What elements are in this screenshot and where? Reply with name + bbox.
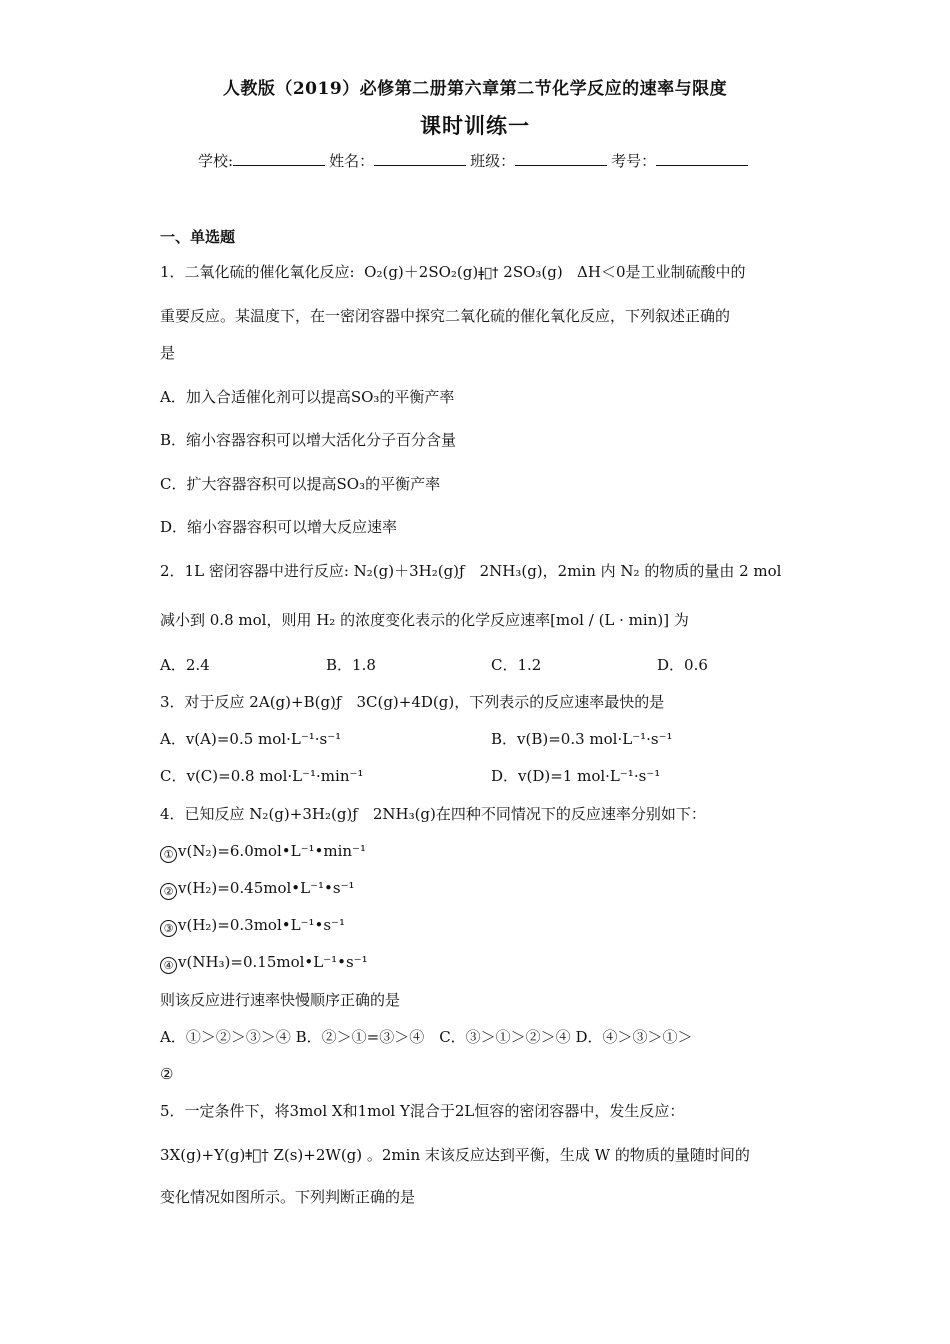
circled-number-1: ① — [160, 846, 177, 863]
q4-question: 则该反应进行速率快慢顺序正确的是 — [160, 991, 401, 1009]
q2-option-c: C．1.2 — [491, 656, 542, 674]
q3-line1: 3．对于反应 2A(g)+B(g)ƒ 3C(g)+4D(g)，下列表示的反应速率最快的是 — [160, 693, 665, 711]
q2-option-a: A．2.4 — [160, 656, 210, 674]
document-subtitle: 课时训练一 — [420, 113, 530, 138]
exam-no-blank[interactable] — [656, 151, 748, 166]
q1-eq-dh: ΔH＜0 — [577, 263, 626, 281]
school-blank[interactable] — [233, 151, 325, 166]
exam-no-label: 考号： — [611, 152, 657, 170]
q4-item-2-text: v(H₂)=0.45mol•L⁻¹•s⁻¹ — [178, 879, 355, 897]
q5-line3: 变化情况如图所示。下列判断正确的是 — [160, 1188, 416, 1206]
q1-option-a: A．加入合适催化剂可以提高SO₃的平衡产率 — [160, 388, 455, 406]
q4-line1: 4．已知反应 N₂(g)+3H₂(g)ƒ 2NH₃(g)在四种不同情况下的反应速率分别如下： — [160, 805, 706, 823]
q1-eq-right: 2SO₃(g) — [503, 263, 563, 281]
q1-lead: 1．二氧化硫的催化氧化反应: — [160, 263, 355, 281]
q1-line3: 是 — [160, 344, 176, 362]
name-blank[interactable] — [374, 151, 466, 166]
q1-option-d: D．缩小容器容积可以增大反应速率 — [160, 518, 398, 536]
q3-option-a: A．v(A)=0.5 mol·L⁻¹·s⁻¹ — [160, 730, 342, 748]
q4-item-3 — [160, 915, 345, 937]
class-label: 班级： — [470, 152, 516, 170]
q1-tail: 是工业制硫酸中的 — [625, 263, 746, 281]
q4-item-3-text: v(H₂)=0.3mol•L⁻¹•s⁻¹ — [178, 916, 345, 934]
q5-line1: 5．一定条件下，将3mol X和1mol Y混合于2L恒容的密闭容器中，发生反应： — [160, 1102, 685, 1120]
school-label: 学校: — [198, 152, 234, 170]
q2-line2: 减小到 0.8 mol，则用 H₂ 的浓度变化表示的化学反应速率[mol / (L · min)] 为 — [160, 611, 689, 629]
q4-options-wrap: ② — [160, 1065, 174, 1083]
q4-item-4 — [160, 952, 368, 974]
q3-option-c: C．v(C)=0.8 mol·L⁻¹·min⁻¹ — [160, 767, 364, 785]
class-blank[interactable] — [515, 151, 607, 166]
q1-eq-symbol: ǂ⃝† — [478, 266, 499, 281]
section-title: 一、单选题 — [160, 228, 236, 246]
q3-option-d: D．v(D)=1 mol·L⁻¹·s⁻¹ — [491, 767, 661, 785]
q4-item-1 — [160, 841, 366, 863]
q4-item-2 — [160, 878, 355, 900]
q2-line1: 2．1L 密闭容器中进行反应: N₂(g)＋3H₂(g)ƒ 2NH₃(g)，2min 内 N₂ 的物质的量由 2 mol — [160, 562, 782, 580]
q4-item-1-text: v(N₂)=6.0mol•L⁻¹•min⁻¹ — [178, 842, 366, 860]
circled-number-2: ② — [160, 883, 177, 900]
q1-line1 — [160, 262, 746, 284]
circled-number-4: ④ — [160, 957, 177, 974]
q4-item-4-text: v(NH₃)=0.15mol•L⁻¹•s⁻¹ — [178, 953, 368, 971]
q2-option-b: B．1.8 — [326, 656, 376, 674]
name-label: 姓名： — [329, 152, 375, 170]
document-title: 人教版（2019）必修第二册第六章第二节化学反应的速率与限度 — [222, 79, 728, 99]
q3-option-b: B．v(B)=0.3 mol·L⁻¹·s⁻¹ — [491, 730, 673, 748]
circled-number-3: ③ — [160, 920, 177, 937]
q1-option-c: C．扩大容器容积可以提高SO₃的平衡产率 — [160, 475, 441, 493]
q1-line2: 重要反应。某温度下，在一密闭容器中探究二氧化硫的催化氧化反应，下列叙述正确的 — [160, 307, 731, 325]
q4-options: A．①＞②＞③＞④ B．②＞①=③＞④ C．③＞①＞②＞④ D．④＞③＞①＞ — [160, 1028, 693, 1046]
q1-eq-left: O₂(g)＋2SO₂(g) — [364, 263, 479, 281]
student-info-line — [198, 150, 752, 171]
q2-option-d: D．0.6 — [657, 656, 708, 674]
q5-line2: 3X(g)+Y(g)ǂ⃝† Z(s)+2W(g) 。2min 末该反应达到平衡，生成 W 的物质的量随时间的 — [160, 1146, 750, 1164]
q1-option-b: B．缩小容器容积可以增大活化分子百分含量 — [160, 431, 457, 449]
